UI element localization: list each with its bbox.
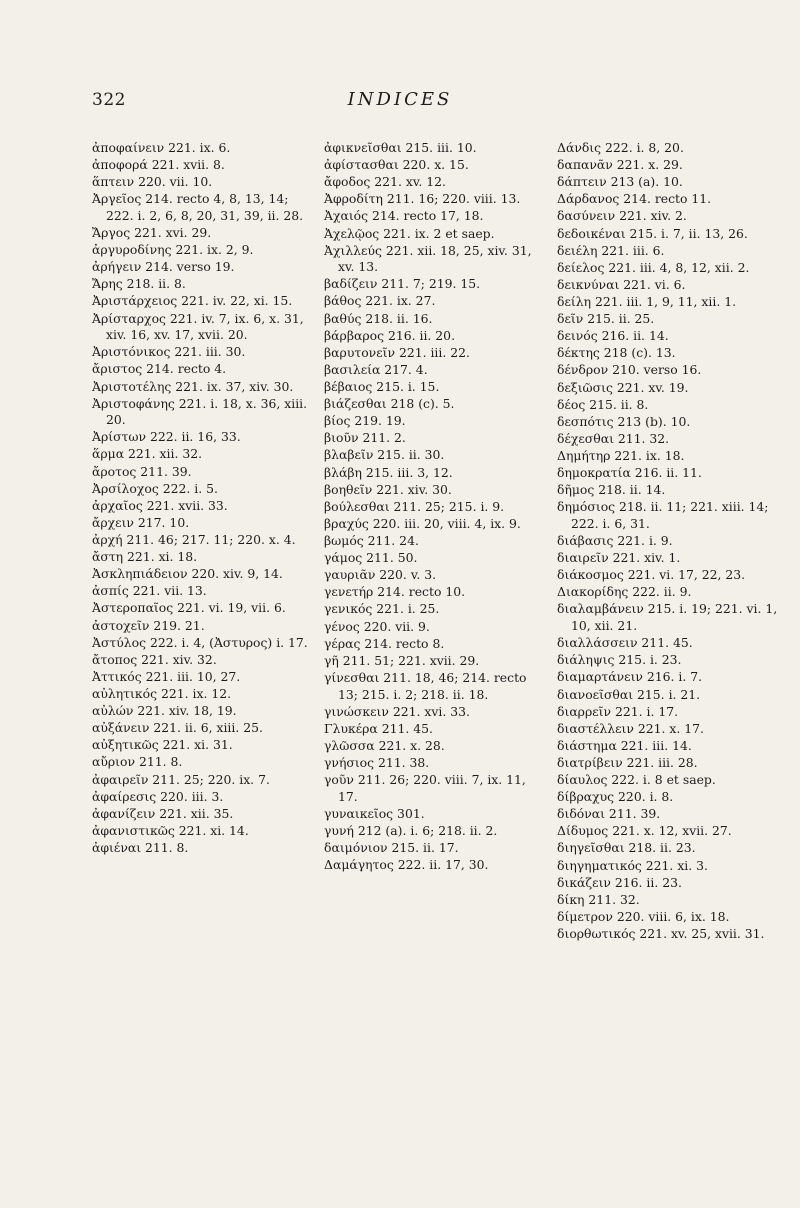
index-entry: Ἀρίστων 222. ii. 16, 33. [92,429,241,445]
index-entry: Ἀχιλλεύς 221. xii. 18, 25, xiv. 31, xv. 13. [324,242,532,275]
index-entry: βάθος 221. ix. 27. [324,293,436,309]
index-entry: ἀποφαίνειν 221. ix. 6. [92,140,231,155]
index-entry: διανοεῖσθαι 215. i. 21. [557,686,701,702]
index-entry: Δάνδις 222. i. 8, 20. [557,140,684,155]
index-entry: δείελος 221. iii. 4, 8, 12, xii. 2. [557,259,750,275]
index-entry: δίβραχυς 220. i. 8. [557,789,674,805]
index-entry: Ἀρσίλοχος 222. i. 5. [92,480,218,496]
index-entry: ἄτοπος 221. xiv. 32. [92,651,217,667]
index-entry: βωμός 211. 24. [324,533,419,549]
index-entry: διάκοσμος 221. vi. 17, 22, 23. [557,567,746,583]
index-entry: βέβαιος 215. i. 15. [324,379,440,395]
index-entry: Δαμάγητος 222. ii. 17, 30. [324,857,489,873]
index-entry: ἀποφορά 221. xvii. 8. [92,157,225,173]
index-entry: γενετήρ 214. recto 10. [324,584,466,600]
index-entry: δένδρον 210. verso 16. [557,362,702,378]
index-entry: Ἀριστόνικος 221. iii. 30. [92,344,246,360]
index-entry: βαδίζειν 211. 7; 219. 15. [324,276,481,292]
index-entry: γέρας 214. recto 8. [324,635,445,651]
index-entry: γένος 220. vii. 9. [324,618,430,634]
index-entry: διατρίβειν 221. iii. 28. [557,754,698,770]
index-entry: Διακορίδης 222. ii. 9. [557,584,692,600]
index-entry: ἄστη 221. xi. 18. [92,549,198,565]
index-entry: γῆ 211. 51; 221. xvii. 29. [324,652,480,668]
index-entry: γυνή 212 (a). i. 6; 218. ii. 2. [324,822,498,838]
index-entry: ἀρχή 211. 46; 217. 11; 220. x. 4. [92,532,296,548]
index-entry: διηγηματικός 221. xi. 3. [557,857,708,873]
index-entry: βαρυτονεῖν 221. iii. 22. [324,344,470,360]
index-entry: ἅρμα 221. xii. 32. [92,446,203,462]
index-entry: διηγεῖσθαι 218. ii. 23. [557,840,696,856]
index-entry: Ἀχελῷος 221. ix. 2 et saep. [324,225,495,241]
index-entry: δεινός 216. ii. 14. [557,328,669,344]
index-entry: διάστημα 221. iii. 14. [557,737,692,753]
index-entry: δέκτης 218 (c). 13. [557,345,676,361]
index-entry: ἀφαιρεῖν 211. 25; 220. ix. 7. [92,771,270,787]
page-header [0,90,800,130]
index-entry: Ἄρης 218. ii. 8. [92,276,186,292]
index-entry: βάρβαρος 216. ii. 20. [324,327,456,343]
index-entry: δαιμόνιον 215. ii. 17. [324,839,459,855]
index-entry: Δημήτηρ 221. ix. 18. [557,447,685,463]
index-entry: ἄφοδος 221. xv. 12. [324,174,446,190]
index-entry: ἀργυροδίνης 221. ix. 2, 9. [92,242,254,258]
index-entry: Ἀργεῖος 214. recto 4, 8, 13, 14; 222. i. 2, 6, 8, 20, 31, 39, ii. 28. [92,191,304,223]
running-title: INDICES [347,89,453,110]
index-entry: ἀσπίς 221. vii. 13. [92,583,207,599]
index-entry: δεσπότις 213 (b). 10. [557,413,691,429]
index-entry: γενικός 221. i. 25. [324,601,440,617]
index-entry: διαρρεῖν 221. i. 17. [557,703,679,719]
index-entry: ἄριστος 214. recto 4. [92,361,227,377]
index-entry: αὐλών 221. xiv. 18, 19. [92,703,237,719]
index-entry: Δίδυμος 221. x. 12, xvii. 27. [557,823,732,839]
index-entry: ἀφιέναι 211. 8. [92,839,189,855]
index-entry: Ἀριστάρχειος 221. iv. 22, xi. 15. [92,293,293,309]
index-entry: διάληψις 215. i. 23. [557,652,682,668]
index-entry: γινώσκειν 221. xvi. 33. [324,703,470,719]
index-entry: διδόναι 211. 39. [557,806,661,822]
index-entry: γλῶσσα 221. x. 28. [324,737,445,753]
index-entry: δικάζειν 216. ii. 23. [557,874,682,890]
index-entry: Ἀττικός 221. iii. 10, 27. [92,668,241,684]
index-entry: ἀφικνεῖσθαι 215. iii. 10. [324,140,477,155]
index-column-3 [557,140,787,943]
index-entry: Ἀρίσταρχος 221. iv. 7, ix. 6, x. 31, xiv. 16, xv. 17, xvii. 20. [92,310,304,343]
index-entry: δαπανᾶν 221. x. 29. [557,157,683,173]
index-entry: Γλυκέρα 211. 45. [324,720,433,736]
index-entry: Ἄργος 221. xvi. 29. [92,225,212,241]
index-entry: βλάβη 215. iii. 3, 12. [324,464,453,480]
index-entry: βούλεσθαι 211. 25; 215. i. 9. [324,498,505,514]
index-entry: δίκη 211. 32. [557,891,640,907]
index-entry: Ἀχαιός 214. recto 17, 18. [324,208,484,224]
index-entry: ἅπτειν 220. vii. 10. [92,174,213,190]
index-column-1 [92,140,317,857]
index-entry: Ἀφροδίτη 211. 16; 220. viii. 13. [324,191,521,207]
index-entry: ἀρήγειν 214. verso 19. [92,259,235,275]
index-entry: διαιρεῖν 221. xiv. 1. [557,550,681,566]
index-entry: Ἀριστοφάνης 221. i. 18, x. 36, xiii. 20. [92,395,308,428]
index-entry: γοῦν 211. 26; 220. viii. 7, ix. 11, 17. [324,772,526,804]
index-entry: βίος 219. 19. [324,413,406,429]
index-entry: δασύνειν 221. xiv. 2. [557,208,687,224]
index-entry: δειέλη 221. iii. 6. [557,242,665,258]
index-entry: δεῖν 215. ii. 25. [557,311,655,327]
index-entry: δεξιῶσις 221. xv. 19. [557,379,689,395]
index-entry: ἀφίστασθαι 220. x. 15. [324,157,469,173]
index-entry: βασιλεία 217. 4. [324,361,428,377]
index-entry: ἀρχαῖος 221. xvii. 33. [92,497,228,513]
index-entry: ἀφαίρεσις 220. iii. 3. [92,788,224,804]
index-entry: γνήσιος 211. 38. [324,754,430,770]
index-entry: ἀφανιστικῶς 221. xi. 14. [92,822,249,838]
index-entry: ἄρχειν 217. 10. [92,514,190,530]
index-entry: δάπτειν 213 (a). 10. [557,174,683,190]
index-entry: γάμος 211. 50. [324,550,418,566]
page-number: 322 [92,90,126,110]
index-entry: δίαυλος 222. i. 8 et saep. [557,772,716,788]
index-entry: ἄροτος 211. 39. [92,463,192,479]
index-entry: γυναικεῖος 301. [324,805,425,821]
index-entry: διαλλάσσειν 211. 45. [557,635,693,651]
index-entry: βλαβεῖν 215. ii. 30. [324,447,445,463]
index-entry: βραχύς 220. iii. 20, viii. 4, ix. 9. [324,515,521,531]
index-entry: δέος 215. ii. 8. [557,396,649,412]
index-entry: Ἀσκληπιάδειον 220. xiv. 9, 14. [92,566,283,582]
index-entry: Ἀστύλος 222. i. 4, (Ἀστυρος) i. 17. [92,634,308,650]
index-entry: δεικνύναι 221. vi. 6. [557,276,686,292]
index-entry: δέχεσθαι 211. 32. [557,430,670,446]
index-entry: Δάρδανος 214. recto 11. [557,191,712,207]
index-entry: αὐξάνειν 221. ii. 6, xiii. 25. [92,720,263,736]
index-entry: δημοκρατία 216. ii. 11. [557,465,702,481]
index-entry: βιοῦν 211. 2. [324,430,406,446]
index-entry: δεδοικέναι 215. i. 7, ii. 13, 26. [557,225,748,241]
index-entry: αὔριον 211. 8. [92,754,183,770]
index-entry: διορθωτικός 221. xv. 25, xvii. 31. [557,926,765,942]
index-entry: Ἀριστοτέλης 221. ix. 37, xiv. 30. [92,378,294,394]
index-entry: δίμετρον 220. viii. 6, ix. 18. [557,908,730,924]
index-column-2 [324,140,549,874]
index-entry: δείλη 221. iii. 1, 9, 11, xii. 1. [557,293,737,309]
index-entry: βιάζεσθαι 218 (c). 5. [324,396,455,412]
index-entry: διαμαρτάνειν 216. i. 7. [557,669,703,685]
index-entry: ἀστοχεῖν 219. 21. [92,617,205,633]
index-entry: βαθύς 218. ii. 16. [324,310,433,326]
index-entry: δῆμος 218. ii. 14. [557,482,666,498]
index-entry: δημόσιος 218. ii. 11; 221. xiii. 14; 222. i. 6, 31. [557,499,769,531]
index-entry: αὐλητικός 221. ix. 12. [92,686,232,701]
index-entry: διαλαμβάνειν 215. i. 19; 221. vi. 1, 10, xii. 21. [557,601,778,634]
index-entry: αὐξητικῶς 221. xi. 31. [92,737,233,753]
index-entry: διαστέλλειν 221. x. 17. [557,720,704,736]
index-entry: διάβασις 221. i. 9. [557,533,673,549]
index-entry: Ἀστεροπαῖος 221. vi. 19, vii. 6. [92,600,286,616]
index-entry: γίνεσθαι 211. 18, 46; 214. recto 13; 215. i. 2; 218. ii. 18. [324,669,527,702]
index-entry: βοηθεῖν 221. xiv. 30. [324,481,452,497]
index-entry: ἀφανίζειν 221. xii. 35. [92,805,234,821]
index-entry: γαυριᾶν 220. v. 3. [324,567,437,583]
